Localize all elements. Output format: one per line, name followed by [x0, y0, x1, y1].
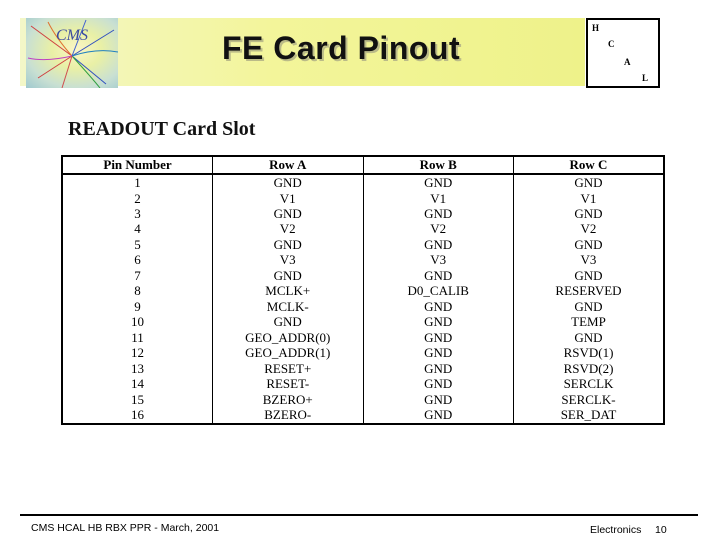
cell-pin-number: 15	[62, 392, 213, 407]
footer-left-text: CMS HCAL HB RBX PPR - March, 2001	[31, 522, 220, 534]
cell-row-b: V3	[363, 252, 514, 267]
cell-pin-number: 4	[62, 221, 213, 236]
table-row	[62, 376, 664, 391]
cell-row-c: GND	[514, 174, 665, 191]
header-row-b: Row B	[363, 156, 514, 174]
cell-pin-number: 2	[62, 191, 213, 206]
cell-pin-number: 14	[62, 376, 213, 391]
cell-row-b: GND	[363, 314, 514, 329]
table-row	[62, 299, 664, 314]
cell-pin-number: 12	[62, 345, 213, 360]
cell-row-c: SERCLK-	[514, 392, 665, 407]
cell-pin-number: 3	[62, 206, 213, 221]
header-pin-number: Pin Number	[62, 156, 213, 174]
cell-row-a: RESET-	[213, 376, 364, 391]
cell-row-c: GND	[514, 330, 665, 345]
table-header-row	[62, 156, 664, 174]
cell-row-a: MCLK+	[213, 283, 364, 298]
cell-row-a: BZERO+	[213, 392, 364, 407]
cell-row-c: SER_DAT	[514, 407, 665, 424]
table-row	[62, 361, 664, 376]
cell-row-c: SERCLK	[514, 376, 665, 391]
hcal-letter-a: A	[624, 57, 631, 67]
cell-row-b: V2	[363, 221, 514, 236]
table-row	[62, 206, 664, 221]
cell-row-b: GND	[363, 268, 514, 283]
cell-row-a: V2	[213, 221, 364, 236]
cell-pin-number: 16	[62, 407, 213, 424]
table-row	[62, 314, 664, 329]
table-row	[62, 407, 664, 424]
cell-row-b: GND	[363, 407, 514, 424]
cell-row-c: RSVD(1)	[514, 345, 665, 360]
cell-pin-number: 5	[62, 237, 213, 252]
footer-section-label: Electronics	[590, 524, 642, 536]
header-row-c: Row C	[514, 156, 665, 174]
table-body	[62, 174, 664, 424]
cell-row-a: V3	[213, 252, 364, 267]
cell-row-c: RESERVED	[514, 283, 665, 298]
table-row	[62, 174, 664, 191]
table-row	[62, 221, 664, 236]
pinout-table	[61, 155, 665, 425]
cell-pin-number: 1	[62, 174, 213, 191]
page-number: 10	[655, 524, 667, 536]
cell-row-c: V1	[514, 191, 665, 206]
cell-row-b: D0_CALIB	[363, 283, 514, 298]
table-row	[62, 252, 664, 267]
cms-logo-text: CMS	[56, 27, 88, 44]
footer-divider	[20, 514, 698, 516]
cell-row-a: RESET+	[213, 361, 364, 376]
table-row	[62, 330, 664, 345]
header-row-a: Row A	[213, 156, 364, 174]
table-row	[62, 191, 664, 206]
cell-row-b: GND	[363, 376, 514, 391]
cell-pin-number: 9	[62, 299, 213, 314]
hcal-letter-h: H	[592, 23, 600, 33]
cell-row-b: GND	[363, 345, 514, 360]
table-row	[62, 237, 664, 252]
cell-row-b: GND	[363, 330, 514, 345]
cms-logo	[26, 18, 118, 88]
cell-row-c: TEMP	[514, 314, 665, 329]
table-row	[62, 345, 664, 360]
cell-pin-number: 13	[62, 361, 213, 376]
cell-pin-number: 8	[62, 283, 213, 298]
hcal-box	[586, 18, 660, 88]
cell-row-a: GND	[213, 174, 364, 191]
cell-row-b: GND	[363, 174, 514, 191]
cell-row-a: GEO_ADDR(1)	[213, 345, 364, 360]
cell-row-a: V1	[213, 191, 364, 206]
section-title: READOUT Card Slot	[68, 118, 256, 140]
cell-row-b: V1	[363, 191, 514, 206]
cell-row-b: GND	[363, 392, 514, 407]
cell-pin-number: 6	[62, 252, 213, 267]
cell-row-a: GND	[213, 268, 364, 283]
cell-row-a: GEO_ADDR(0)	[213, 330, 364, 345]
cell-row-c: GND	[514, 237, 665, 252]
cell-row-a: MCLK-	[213, 299, 364, 314]
hcal-letter-c: C	[608, 39, 615, 49]
cell-row-a: BZERO-	[213, 407, 364, 424]
table-row	[62, 392, 664, 407]
cell-row-c: GND	[514, 299, 665, 314]
cell-row-b: GND	[363, 299, 514, 314]
table-row	[62, 268, 664, 283]
cell-row-b: GND	[363, 361, 514, 376]
cell-pin-number: 11	[62, 330, 213, 345]
cell-pin-number: 10	[62, 314, 213, 329]
cell-row-b: GND	[363, 206, 514, 221]
hcal-letter-l: L	[642, 73, 649, 83]
cell-row-c: RSVD(2)	[514, 361, 665, 376]
cell-row-c: GND	[514, 268, 665, 283]
cell-row-a: GND	[213, 237, 364, 252]
page-title: FE Card Pinout	[222, 30, 461, 66]
cell-row-b: GND	[363, 237, 514, 252]
cell-pin-number: 7	[62, 268, 213, 283]
cell-row-a: GND	[213, 206, 364, 221]
cell-row-a: GND	[213, 314, 364, 329]
table-row	[62, 283, 664, 298]
cell-row-c: GND	[514, 206, 665, 221]
cell-row-c: V2	[514, 221, 665, 236]
cell-row-c: V3	[514, 252, 665, 267]
